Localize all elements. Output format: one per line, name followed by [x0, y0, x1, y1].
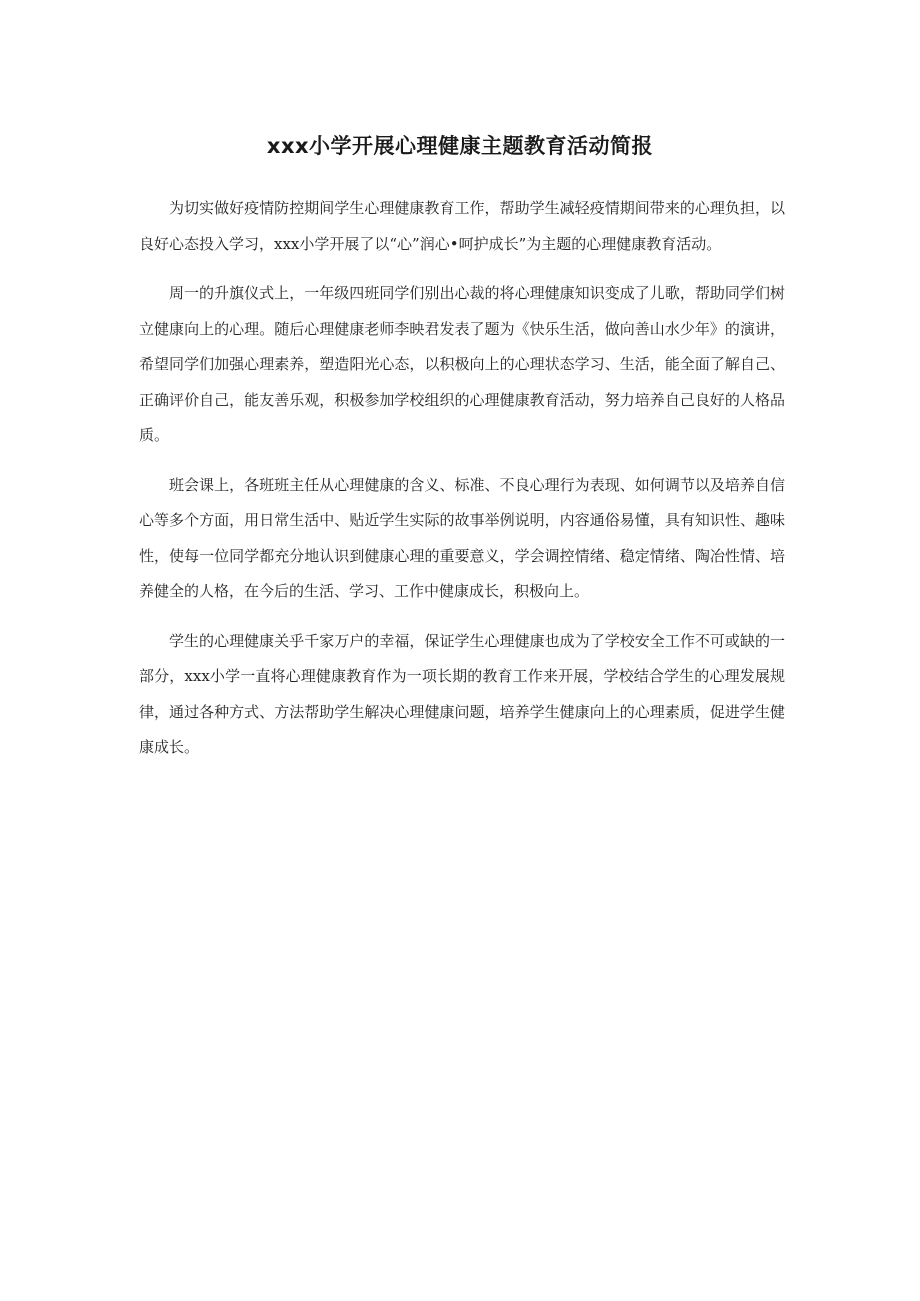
- paragraph-1: 为切实做好疫情防控期间学生心理健康教育工作，帮助学生减轻疫情期间带来的心理负担，以良好心态投入学习，xxx小学开展了以“心”润心•呵护成长”为主题的心理健康教育活动。: [139, 199, 785, 253]
- document-title: xxx小学开展心理健康主题教育活动简报: [266, 134, 654, 158]
- paragraph-4: 学生的心理健康关乎千家万户的幸福，保证学生心理健康也成为了学校安全工作不可或缺的一部分，xxx小学一直将心理健康教育作为一项长期的教育工作来开展，学校结合学生的心理发展规律，通过各种方式、方法帮助学生解决心理健康问题，培养学生健康向上的心理素质，促进学生健康成长。: [139, 631, 785, 756]
- paragraph-3: 班会课上，各班班主任从心理健康的含义、标准、不良心理行为表现、如何调节以及培养自信心等多个方面，用日常生活中、贴近学生实际的故事举例说明，内容通俗易懂，具有知识性、趣味性，使每一位同学都充分地认识到健康心理的重要意义，学会调控情绪、稳定情绪、陶冶性情、培养健全的人格，在今后的生活、学习、工作中健康成长，积极向上。: [139, 475, 785, 600]
- document-body: [139, 191, 785, 780]
- paragraph-2: 周一的升旗仪式上，一年级四班同学们别出心裁的将心理健康知识变成了儿歌，帮助同学们树立健康向上的心理。随后心理健康老师李映君发表了题为《快乐生活，做向善山水少年》的演讲，希望同学们加强心理素养，塑造阳光心态，以积极向上的心理状态学习、生活，能全面了解自己、正确评价自己，能友善乐观，积极参加学校组织的心理健康教育活动，努力培养自己良好的人格品质。: [139, 284, 785, 444]
